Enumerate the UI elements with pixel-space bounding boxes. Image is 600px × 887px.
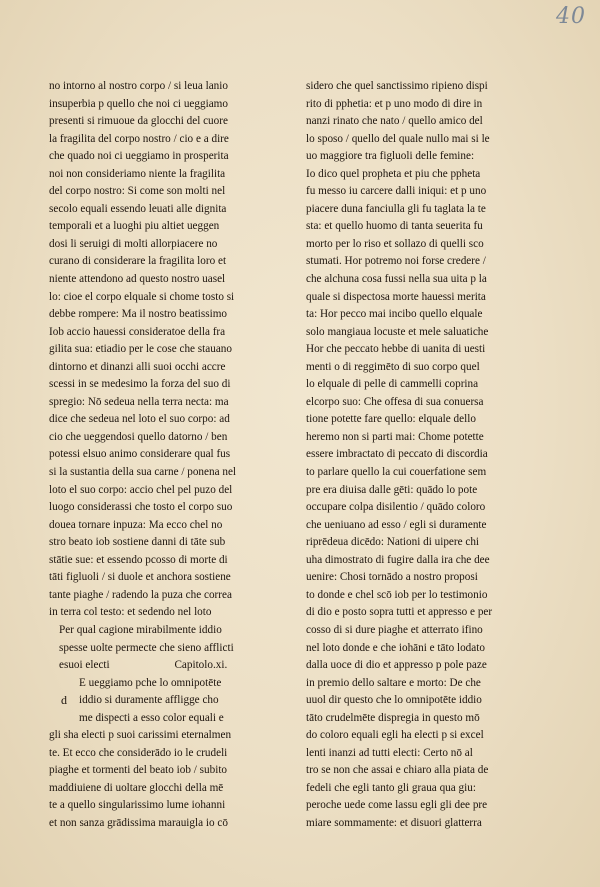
text-line: tāti figluoli / si duole et anchora sostiene (49, 571, 231, 584)
text-line: miare sommamente: et disuori glatterra (306, 816, 482, 829)
text-line: nanzi rinato che nato / quello amico del (306, 115, 483, 128)
text-line: tāto crudelmēte dispregia in questo mō (306, 711, 480, 724)
text-line: insuperbia p quello che noi ci ueggiamo (49, 97, 228, 110)
text-line: spregio: Nō sedeua nella terra necta: ma (49, 395, 229, 408)
chapter-heading-lines (49, 622, 293, 657)
text-line: Per qual cagione mirabilmente iddio (59, 623, 222, 636)
text-line: la fragilita del corpo nostro / cio e a dire (49, 132, 229, 145)
text-line: sidero che quel sanctissimo ripieno dispi (306, 80, 488, 92)
text-line: riprēdeua dicēdo: Nationi di uipere chi (306, 536, 480, 549)
text-line: dalla uoce di dio et appresso p pole paze (306, 659, 487, 672)
text-line: gli sha electi p suoi carissimi eternalmen (49, 729, 232, 742)
folio-number: 40 (556, 4, 586, 29)
text-line: luogo considerassi che tosto el corpo suo (49, 501, 233, 514)
text-line: cio che ueggendosi quello datorno / ben (49, 430, 228, 443)
text-line: stumati. Hor potremo noi forse credere / (306, 255, 486, 268)
left-paragraph-1 (49, 78, 293, 622)
text-line: fedeli che egli tanto gli graua qua giu: (306, 781, 476, 794)
text-line: et non sanza grādissima marauigla io cō (49, 816, 228, 829)
text-line: solo mangiaua locuste et mele saluatiche (306, 325, 489, 338)
text-line: douea tornare inpuza: Ma ecco chel no (49, 518, 223, 531)
text-line: tro se non che assai e chiaro alla piata de (306, 764, 489, 777)
text-line: debbe rompere: Ma il nostro beatissimo (49, 308, 228, 321)
text-line: del corpo nostro: Si come son molti nel (49, 185, 226, 198)
text-line: fu messo iu carcere dalli iniqui: et p uno (306, 185, 487, 198)
text-line: lo sposo / quello del quale nullo mai si le (306, 132, 490, 145)
text-line: secolo equali essendo leuati alle dignita (49, 202, 227, 215)
text-line: lenti inanzi ad tutti electi: Certo nō al (306, 746, 473, 759)
chapter-opening-text: E ueggiamo pche lo omnipotēte (79, 676, 222, 689)
text-line: menti o di reggimēto di suo corpo quel (306, 360, 480, 373)
text-line: ta: Hor pecco mai incibo quello elquale (306, 308, 483, 321)
drop-initial-block (49, 692, 293, 832)
chapter-number: Capitolo.xi. (174, 659, 228, 672)
text-line: cosso di si dure piaghe et atterrato ifino (306, 623, 483, 636)
text-line: che alchuna cosa fussi nella sua uita p la (306, 273, 487, 286)
text-line: maddiuiene di uoltare glocchi della mē (49, 781, 224, 794)
text-line: dintorno et dinanzi alli suoi occhi accre (49, 360, 226, 373)
text-line: morto per lo riso et sollazo di quelli sco (306, 237, 484, 250)
text-line: spesse uolte permecte che sieno afflicti (59, 641, 234, 654)
left-paragraph-2 (49, 692, 293, 832)
chapter-electi: esuoi electi (59, 659, 110, 672)
text-line: tione potette fare quello: elquale dello (306, 413, 476, 426)
text-line: curano di considerare la fragilita loro et (49, 255, 227, 268)
text-line: piaghe et tormenti del beato iob / subito (49, 764, 228, 777)
text-line: iddio si duramente affligge cho (79, 694, 219, 707)
text-line: rito di pphetia: et p uno modo di dire in (306, 97, 483, 110)
text-line: lo: cioe el corpo elquale si chome tosto si (49, 290, 235, 303)
text-line: Hor che peccato hebbe di uanita di uesti (306, 343, 486, 356)
left-text-column (49, 78, 293, 833)
text-line: sta: et quello huomo di tanta seuerita fu (306, 220, 483, 233)
text-line: dice che sedeua nel loto el suo corpo: ad (49, 413, 230, 426)
text-line: loto el suo corpo: accio chel pel puzo del (49, 483, 233, 496)
text-line: temporali et a luoghi piu altiet ueggen (49, 220, 220, 233)
text-line: niente attendono ad questo nostro uasel (49, 273, 226, 286)
text-line: che quado noi ci ueggiamo in prosperita (49, 150, 229, 163)
right-text-column (306, 78, 552, 833)
text-line: gilita sua: etiadio per le cose che stauano (49, 343, 232, 356)
text-line: si la sustantia della sua carne / ponena nel (49, 466, 237, 479)
chapter-opening-line (49, 675, 293, 693)
text-line: te a quello singularissimo lume iohanni (49, 799, 226, 812)
text-line: peroche uede come lassu egli gli dee pre (306, 799, 488, 812)
text-line: nel loto donde e che iohāni e tāto lodato (306, 641, 485, 654)
text-line: elcorpo suo: Che offesa di sua conuersa (306, 395, 484, 408)
text-line: te. Et ecco che considerādo io le crudeli (49, 746, 228, 759)
text-line: in premio dello saltare e morto: De che (306, 676, 481, 689)
text-line: uha dimostrato di fugire dalla ira che dee (306, 553, 490, 566)
text-line: scessi in se medesimo la forza del suo di (49, 378, 231, 391)
text-line: che ueniuano ad esso / egli si duramente (306, 518, 487, 531)
text-line: occupare colpa disilentio / quādo coloro (306, 501, 486, 514)
text-line: stātie sue: et essendo pcosso di morte di (49, 553, 228, 566)
text-line: Iob accio hauessi consideratoe della fra (49, 325, 226, 338)
text-line: tante piaghe / radendo la puza che correa (49, 588, 232, 601)
text-line: Io dico quel propheta et piu che ppheta (306, 167, 481, 180)
text-line: noi non consideriamo niente la fragilita (49, 167, 226, 180)
text-line: do coloro equali egli ha electi p si excel (306, 729, 484, 742)
text-line: dosi li seruigi di molti allorpiacere no (49, 237, 218, 250)
chapter-line (49, 657, 293, 675)
text-line: in terra col testo: et sedendo nel loto (49, 606, 212, 619)
text-line: heremo non si parti mai: Chome potette (306, 430, 484, 443)
text-line: essere imbractato di peccato di discordia (306, 448, 488, 461)
text-line: me dispecti a esso color equali e (79, 711, 224, 724)
text-line: piacere duna fanciulla gli fu taglata la te (306, 202, 486, 215)
text-line: stro beato iob sostiene danni di tāte sub (49, 536, 226, 549)
text-line: lo elquale di pelle di cammelli coprina (306, 378, 479, 391)
text-line: no intorno al nostro corpo / si leua lanio (49, 80, 228, 92)
text-line: uenire: Chosi tornādo a nostro proposi (306, 571, 478, 584)
text-line: to donde e chel scō iob per lo testimonio (306, 588, 488, 601)
text-line: pre era diuisa dalle gēti: quādo lo pote (306, 483, 478, 496)
text-line: di dio e posto sopra tutti et appresso e per (306, 606, 493, 619)
text-line: potessi elsuo animo considerare qual fus (49, 448, 231, 461)
text-line: uo maggiore tra figluoli delle femine: (306, 150, 475, 163)
text-line: presenti si rimuoue da glocchi del cuore (49, 115, 228, 128)
text-line: uuol dir questo che lo omnipotēte iddio (306, 694, 482, 707)
text-line: quale si dispectosa morte hauessi merita (306, 290, 486, 303)
text-line: to parlare quello la cui couerfatione sem (306, 466, 487, 479)
drop-initial: d (61, 693, 67, 708)
